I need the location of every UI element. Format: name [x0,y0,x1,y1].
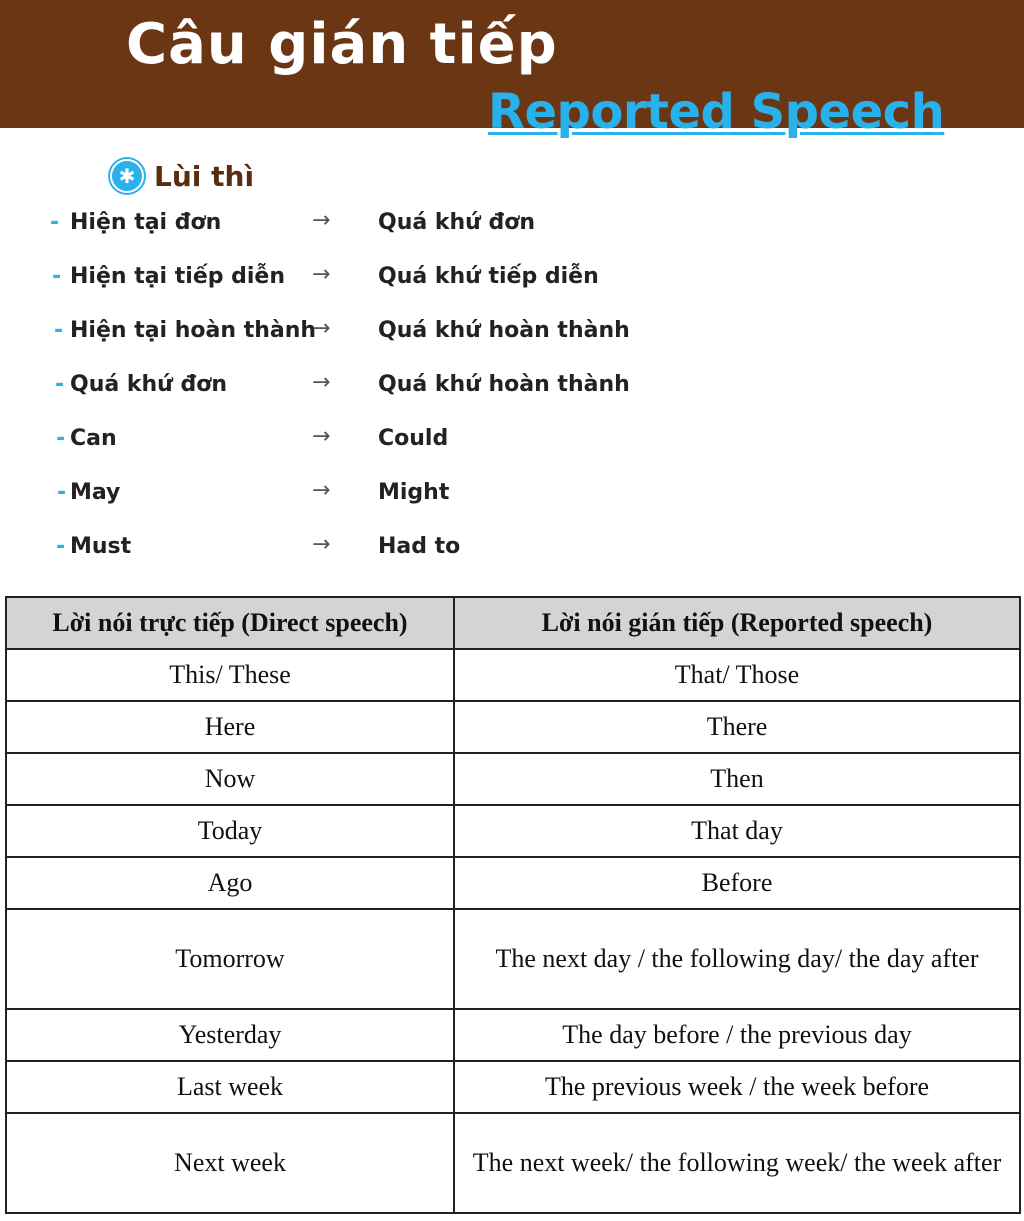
direct-cell: Tomorrow [6,909,454,1009]
direct-cell: Here [6,701,454,753]
page-title: Câu gián tiếp [126,12,558,77]
direct-cell: Next week [6,1113,454,1213]
bullet-dash: - [56,534,66,559]
table-header-row [6,597,1020,649]
tense-from: May [70,480,121,505]
list-item [0,200,700,254]
tense-to: Might [378,480,450,505]
reported-cell: The previous week / the week before [454,1061,1020,1113]
reported-cell: The day before / the previous day [454,1009,1020,1061]
flower-icon: ✱ [110,159,144,193]
bullet-dash: - [57,480,67,505]
direct-cell: Yesterday [6,1009,454,1061]
title-banner [0,0,1024,140]
tense-to: Had to [378,534,461,559]
header-reported-speech: Lời nói gián tiếp (Reported speech) [454,597,1020,649]
section-label: Lùi thì [154,159,255,193]
bullet-dash: - [50,210,60,235]
table-row [6,805,1020,857]
tense-from: Must [70,534,132,559]
arrow-right-icon: → [312,208,331,233]
header-direct-speech: Lời nói trực tiếp (Direct speech) [6,597,454,649]
direct-cell: Today [6,805,454,857]
table-row [6,1061,1020,1113]
list-item [0,362,700,416]
reported-cell: Before [454,857,1020,909]
bullet-dash: - [52,264,62,289]
list-item [0,254,700,308]
list-item [0,308,700,362]
page-subtitle: Reported Speech [488,84,945,140]
arrow-right-icon: → [312,532,331,557]
list-item [0,416,700,470]
tense-to: Quá khứ đơn [378,210,536,235]
direct-cell: Now [6,753,454,805]
reported-cell: Then [454,753,1020,805]
tense-to: Could [378,426,449,451]
table-row [6,649,1020,701]
arrow-right-icon: → [312,424,331,449]
direct-cell: Ago [6,857,454,909]
reported-cell: That day [454,805,1020,857]
bullet-dash: - [54,318,64,343]
table-row [6,1113,1020,1213]
speech-conversion-table [5,596,1021,1214]
section-heading [110,156,254,196]
list-item [0,470,700,524]
tense-to: Quá khứ tiếp diễn [378,264,599,289]
tense-from: Hiện tại hoàn thành [70,318,317,343]
list-item [0,524,700,578]
arrow-right-icon: → [312,262,331,287]
table-row [6,857,1020,909]
table-row [6,701,1020,753]
reported-cell: There [454,701,1020,753]
direct-cell: This/ These [6,649,454,701]
reported-cell: That/ Those [454,649,1020,701]
reported-cell: The next week/ the following week/ the week after [454,1113,1020,1213]
tense-to: Quá khứ hoàn thành [378,318,630,343]
bullet-dash: - [56,426,66,451]
tense-from: Hiện tại đơn [70,210,222,235]
arrow-right-icon: → [312,478,331,503]
tense-to: Quá khứ hoàn thành [378,372,630,397]
bullet-dash: - [55,372,65,397]
table-row [6,753,1020,805]
tense-from: Can [70,426,117,451]
tense-from: Hiện tại tiếp diễn [70,264,286,289]
direct-cell: Last week [6,1061,454,1113]
arrow-right-icon: → [312,370,331,395]
table-row [6,909,1020,1009]
arrow-right-icon: → [312,316,331,341]
reported-cell: The next day / the following day/ the day after [454,909,1020,1009]
tense-from: Quá khứ đơn [70,372,228,397]
table-row [6,1009,1020,1061]
